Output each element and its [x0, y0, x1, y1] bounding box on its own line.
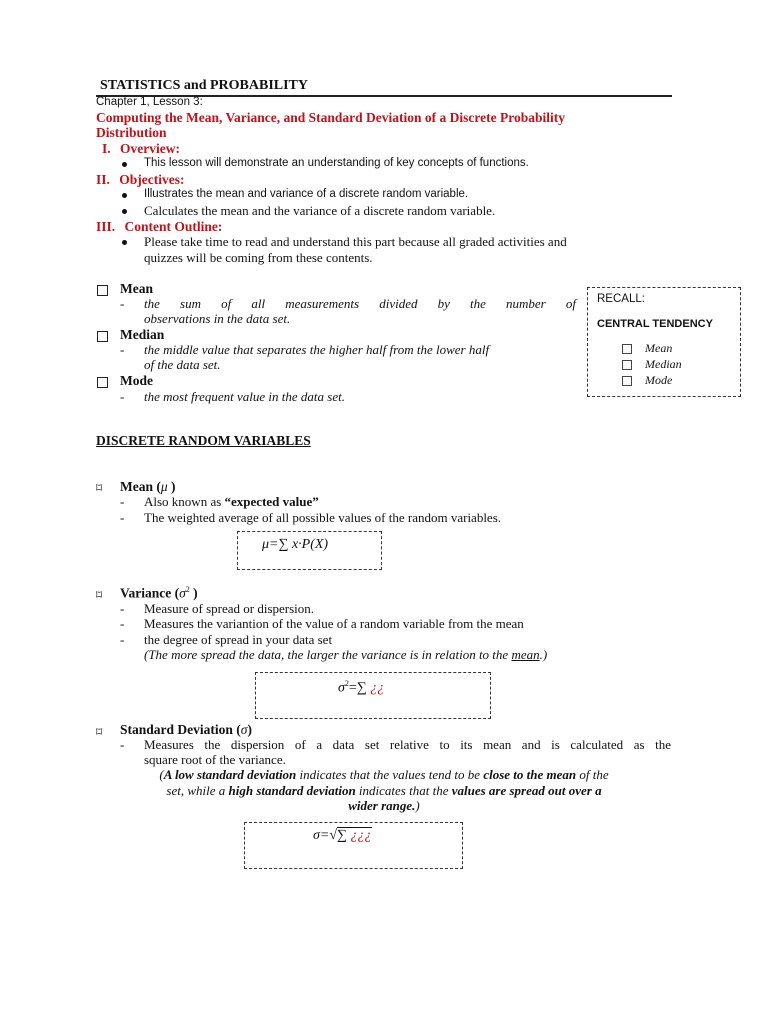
recall-heading: CENTRAL TENDENCY [597, 318, 713, 330]
sd-note-b2: close to the mean [483, 767, 577, 782]
variance-line1: Measure of spread or dispersion. [144, 601, 315, 616]
recall-item-mean: Mean [645, 341, 673, 355]
content-item-line1: Please take time to read and understand this part because all graded activities and [144, 234, 567, 249]
mean-line1-pre: Also known as [144, 494, 225, 509]
bullet-icon [122, 193, 127, 198]
drv-heading: DISCRETE RANDOM VARIABLES [96, 433, 311, 448]
variance-title: Variance ( [120, 585, 180, 601]
term-mean-name: Mean [120, 281, 153, 296]
term-median-name: Median [120, 327, 165, 342]
content-item-line2: quizzes will be coming from these contents. [144, 250, 373, 265]
mean-heading [120, 479, 176, 495]
lesson-title-line1: Computing the Mean, Variance, and Standard Deviation of a Discrete Probability [96, 110, 566, 125]
dash: - [120, 632, 125, 647]
objectives-title: Objectives: [119, 172, 185, 187]
dash: - [120, 389, 125, 404]
objectives-heading [96, 172, 185, 188]
lesson-title-line2: Distribution [96, 125, 167, 140]
sd-note [96, 767, 672, 814]
term-median-def-line1: the middle value that separates the higher half from the lower half [144, 342, 490, 357]
checkbox-icon [97, 285, 108, 296]
list-marker-icon: ⌑ [96, 588, 103, 602]
variance-formula-lhs: σ [338, 680, 345, 696]
sigma-symbol: σ [179, 585, 186, 601]
variance-sup: 2 [185, 585, 190, 594]
variance-note-post: .) [539, 647, 548, 662]
dash: - [120, 601, 125, 616]
mean-line1 [144, 494, 319, 510]
variance-formula-sup: 2 [344, 679, 349, 688]
overview-num: I. [102, 141, 111, 156]
sd-title: Standard Deviation ( [120, 722, 241, 737]
variance-heading [120, 585, 198, 602]
checkbox-icon [622, 376, 632, 386]
term-median-def-line2: of the data set. [144, 357, 221, 372]
sd-line2: square root of the variance. [144, 752, 286, 767]
recall-item-median: Median [645, 357, 682, 371]
sd-formula-error: ¿¿¿ [350, 828, 372, 843]
sd-note-p6: ) [415, 798, 420, 813]
mean-formula: μ=∑ x·P(X) [262, 537, 329, 552]
sd-note-p4: set, while a [166, 782, 229, 798]
sd-line1: Measures the dispersion of a data set relative to its mean and is calculated as the [144, 737, 671, 752]
variance-note-link: mean [511, 647, 540, 662]
content-num: III. [96, 219, 116, 234]
term-mean-def-line2: observations in the data set. [144, 311, 291, 326]
mu-symbol: μ [160, 479, 168, 494]
checkbox-icon [622, 344, 632, 354]
checkbox-icon [622, 360, 632, 370]
objective-item-2: Calculates the mean and the variance of a discrete random variable. [144, 203, 496, 218]
mean-line2: The weighted average of all possible values of the random variables. [144, 510, 502, 525]
bullet-icon [122, 162, 127, 167]
variance-note [144, 647, 547, 663]
variance-formula-mid: =∑ [348, 680, 371, 696]
variance-formula-error: ¿¿ [370, 680, 385, 696]
sd-formula-sum: ∑ [337, 828, 351, 843]
variance-formula [338, 679, 384, 697]
sd-note-b5: wider range. [348, 798, 416, 813]
overview-item: This lesson will demonstrate an understanding of key concepts of functions. [144, 157, 529, 169]
mean-title: Mean ( [120, 479, 161, 494]
mean-formula-box [237, 531, 382, 570]
recall-label: RECALL: [597, 293, 645, 305]
checkbox-icon [97, 377, 108, 388]
variance-line2: Measures the variantion of the value of a random variable from the mean [144, 616, 524, 631]
dash: - [120, 737, 125, 752]
dash: - [120, 494, 125, 509]
variance-close: ) [193, 585, 198, 601]
recall-item-mode: Mode [645, 373, 673, 387]
dash: - [120, 296, 125, 311]
recall-box [587, 287, 741, 397]
sd-formula [313, 828, 372, 844]
sd-heading [120, 722, 252, 738]
content-title: Content Outline: [124, 219, 223, 234]
variance-formula-box [255, 672, 491, 719]
sd-note-p5: indicates that the [355, 782, 452, 798]
term-mode-name: Mode [120, 373, 153, 388]
variance-note-pre: (The more spread the data, the larger the variance is in relation to the [144, 647, 512, 662]
objectives-num: II. [96, 172, 110, 187]
term-mean-def-line1: the sum of all measurements divided by the number of [144, 296, 576, 311]
sd-formula-radicand [337, 827, 371, 843]
sd-sigma-symbol: σ [240, 722, 248, 737]
objective-item-1: Illustrates the mean and variance of a discrete random variable. [144, 188, 469, 200]
variance-line3: the degree of spread in your data set [144, 632, 333, 647]
term-mode-def-line1: the most frequent value in the data set. [144, 389, 345, 404]
sd-close: ) [247, 722, 252, 737]
sd-note-b1: A low standard deviation [163, 767, 297, 782]
list-marker-icon: ⌑ [96, 725, 103, 739]
sd-formula-lhs: σ=√ [313, 828, 338, 843]
dash: - [120, 342, 125, 357]
bullet-icon [122, 209, 127, 214]
dash: - [120, 616, 125, 631]
checkbox-icon [97, 331, 108, 342]
dash: - [120, 510, 125, 525]
document-title: STATISTICS and PROBABILITY [100, 78, 309, 93]
sd-note-b3: high standard deviation [228, 782, 356, 798]
overview-heading [102, 141, 180, 157]
chapter-label: Chapter 1, Lesson 3: [96, 96, 203, 108]
mean-line1-bold: “expected value” [224, 494, 319, 509]
bullet-icon [122, 240, 127, 245]
mean-close: ) [171, 479, 176, 494]
sd-note-p1: ( [159, 767, 164, 782]
sd-formula-box [244, 822, 463, 869]
sd-note-p2: indicates that the values tend to be [296, 767, 484, 782]
sd-note-p3: of the [576, 767, 609, 782]
sd-note-b4: values are spread out over a [451, 782, 602, 798]
content-heading [96, 219, 222, 235]
overview-title: Overview: [120, 141, 180, 156]
list-marker-icon: ⌑ [96, 481, 103, 495]
